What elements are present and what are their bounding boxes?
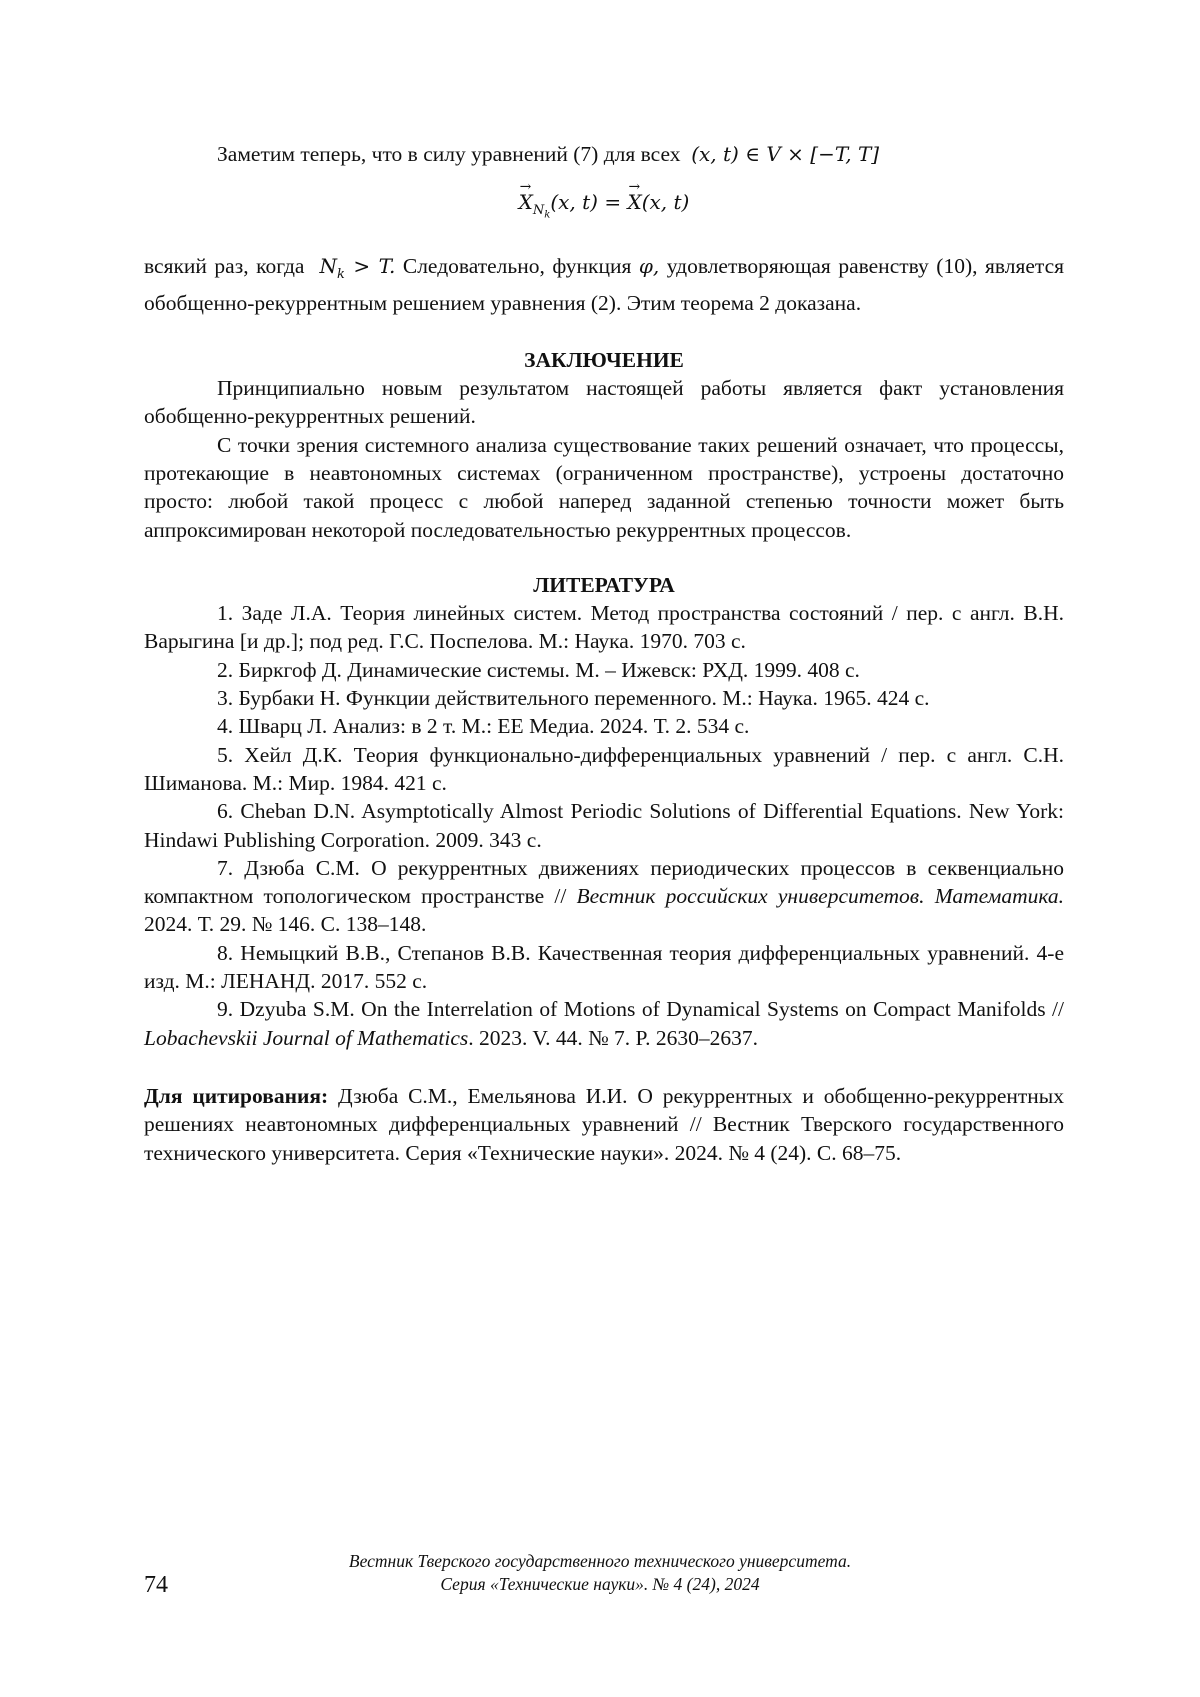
footer-line-1: Вестник Тверского государственного технического университета. bbox=[348, 1551, 852, 1571]
conclusion-heading: ЗАКЛЮЧЕНИЕ bbox=[524, 347, 684, 372]
proof-part3: удовлетворяющая равенству (10), является обобщенно-рекуррентным решением уравнения (2). Этим теорема 2 доказана. bbox=[144, 254, 1065, 316]
reference-7-details: 2024. Т. 29. № 146. С. 138–148. bbox=[144, 912, 427, 937]
citation-label: Для цитирования: bbox=[144, 1083, 329, 1108]
reference-item-5: 5. Хейл Д.К. Теория функционально-дифференциальных уравнений / пер. с англ. С.Н. Шиманова. М.: Мир. 1984. 421 с. bbox=[144, 742, 1064, 795]
reference-item-2: 2. Биркгоф Д. Динамические системы. М. – Ижевск: РХД. 1999. 408 с. bbox=[217, 657, 860, 682]
reference-item-9 bbox=[144, 995, 1064, 1052]
proof-part1: всякий раз, когда bbox=[144, 254, 305, 279]
reference-item-7 bbox=[144, 854, 1064, 939]
eq-sub-k: k bbox=[544, 209, 551, 221]
reference-9-details: . 2023. V. 44. № 7. P. 2630–2637. bbox=[468, 1025, 758, 1050]
page-number: 74 bbox=[144, 1572, 168, 1598]
phi-symbol: φ, bbox=[638, 254, 660, 279]
reference-9-journal: Lobachevskii Journal of Mathematics bbox=[144, 1025, 469, 1050]
display-equation bbox=[144, 188, 1064, 230]
reference-item-1: 1. Заде Л.А. Теория линейных систем. Метод пространства состояний / пер. с англ. В.Н. Варыгина [и др.]; под ред. Г.С. Поспелова. М.: Наука. 1970. 703 с. bbox=[144, 601, 1064, 654]
running-footer bbox=[0, 1550, 1200, 1596]
intro-paragraph bbox=[144, 140, 1064, 168]
eq-lhs-args: (x, t) = bbox=[550, 190, 628, 215]
n-sub: k bbox=[336, 267, 345, 283]
intro-text: Заметим теперь, что в силу уравнений (7) для всех bbox=[217, 142, 681, 166]
page-body bbox=[144, 140, 1064, 1167]
reference-item-8: 8. Немыцкий В.В., Степанов В.В. Качественная теория дифференциальных уравнений. 4-е изд. М.: ЛЕНАНД. 2017. 552 с. bbox=[144, 940, 1064, 994]
citation-text: Дзюба С.М., Емельянова И.И. О рекуррентных и обобщенно-рекуррентных решениях неавтономных дифференциальных уравнений // Вестник Тверского государственного технического университета. Серия «Технические науки». 2024. № 4 (24). С. 68–75. bbox=[144, 1083, 1064, 1165]
intro-math: (x, t) ∈ V × [−T, T] bbox=[691, 142, 880, 166]
eq-sub-n: N bbox=[532, 203, 545, 219]
reference-item-6: 6. Cheban D.N. Asymptotically Almost Periodic Solutions of Differential Equations. New York: Hindawi Publishing Corporation. 2009. 343 с. bbox=[144, 799, 1064, 852]
citation-paragraph bbox=[144, 1082, 1064, 1167]
vector-x-lhs: → X bbox=[519, 188, 533, 216]
eq-rhs-args: (x, t) bbox=[641, 190, 690, 215]
reference-7-text: 7. Дзюба С.М. О рекуррентных движениях периодических процессов в секвенциально компактном топологическом пространстве // bbox=[144, 855, 1064, 909]
footer-line-2: Серия «Технические науки». № 4 (24), 2024 bbox=[440, 1574, 760, 1594]
conclusion-paragraph-1: Принципиально новым результатом настоящей работы является факт установления обобщенно-рекуррентных решений. bbox=[144, 376, 1064, 429]
vector-x-rhs: → X bbox=[627, 188, 641, 216]
n-symbol: N bbox=[319, 254, 337, 279]
references-heading: ЛИТЕРАТУРА bbox=[533, 572, 675, 597]
reference-7-journal: Вестник российских университетов. Математика. bbox=[576, 884, 1064, 909]
proof-part2: Следовательно, функция bbox=[402, 254, 632, 279]
reference-9-text: 9. Dzyuba S.M. On the Interrelation of Motions of Dynamical Systems on Compact Manifolds // bbox=[217, 997, 1064, 1022]
inequality: > T. bbox=[344, 254, 396, 279]
reference-item-3: 3. Бурбаки Н. Функции действительного переменного. М.: Наука. 1965. 424 с. bbox=[217, 686, 930, 711]
reference-item-4: 4. Шварц Л. Анализ: в 2 т. М.: ЕЕ Медиа. 2024. Т. 2. 534 с. bbox=[217, 714, 750, 739]
proof-conclusion-paragraph bbox=[144, 252, 1064, 318]
conclusion-paragraph-2: С точки зрения системного анализа существование таких решений означает, что процессы, протекающие в неавтономных системах (ограниченном пространстве), устроены достаточно просто: любой такой процесс с любой наперед заданной степенью точности может быть аппроксимирован некоторой последовательностью рекуррентных процессов. bbox=[144, 432, 1064, 542]
